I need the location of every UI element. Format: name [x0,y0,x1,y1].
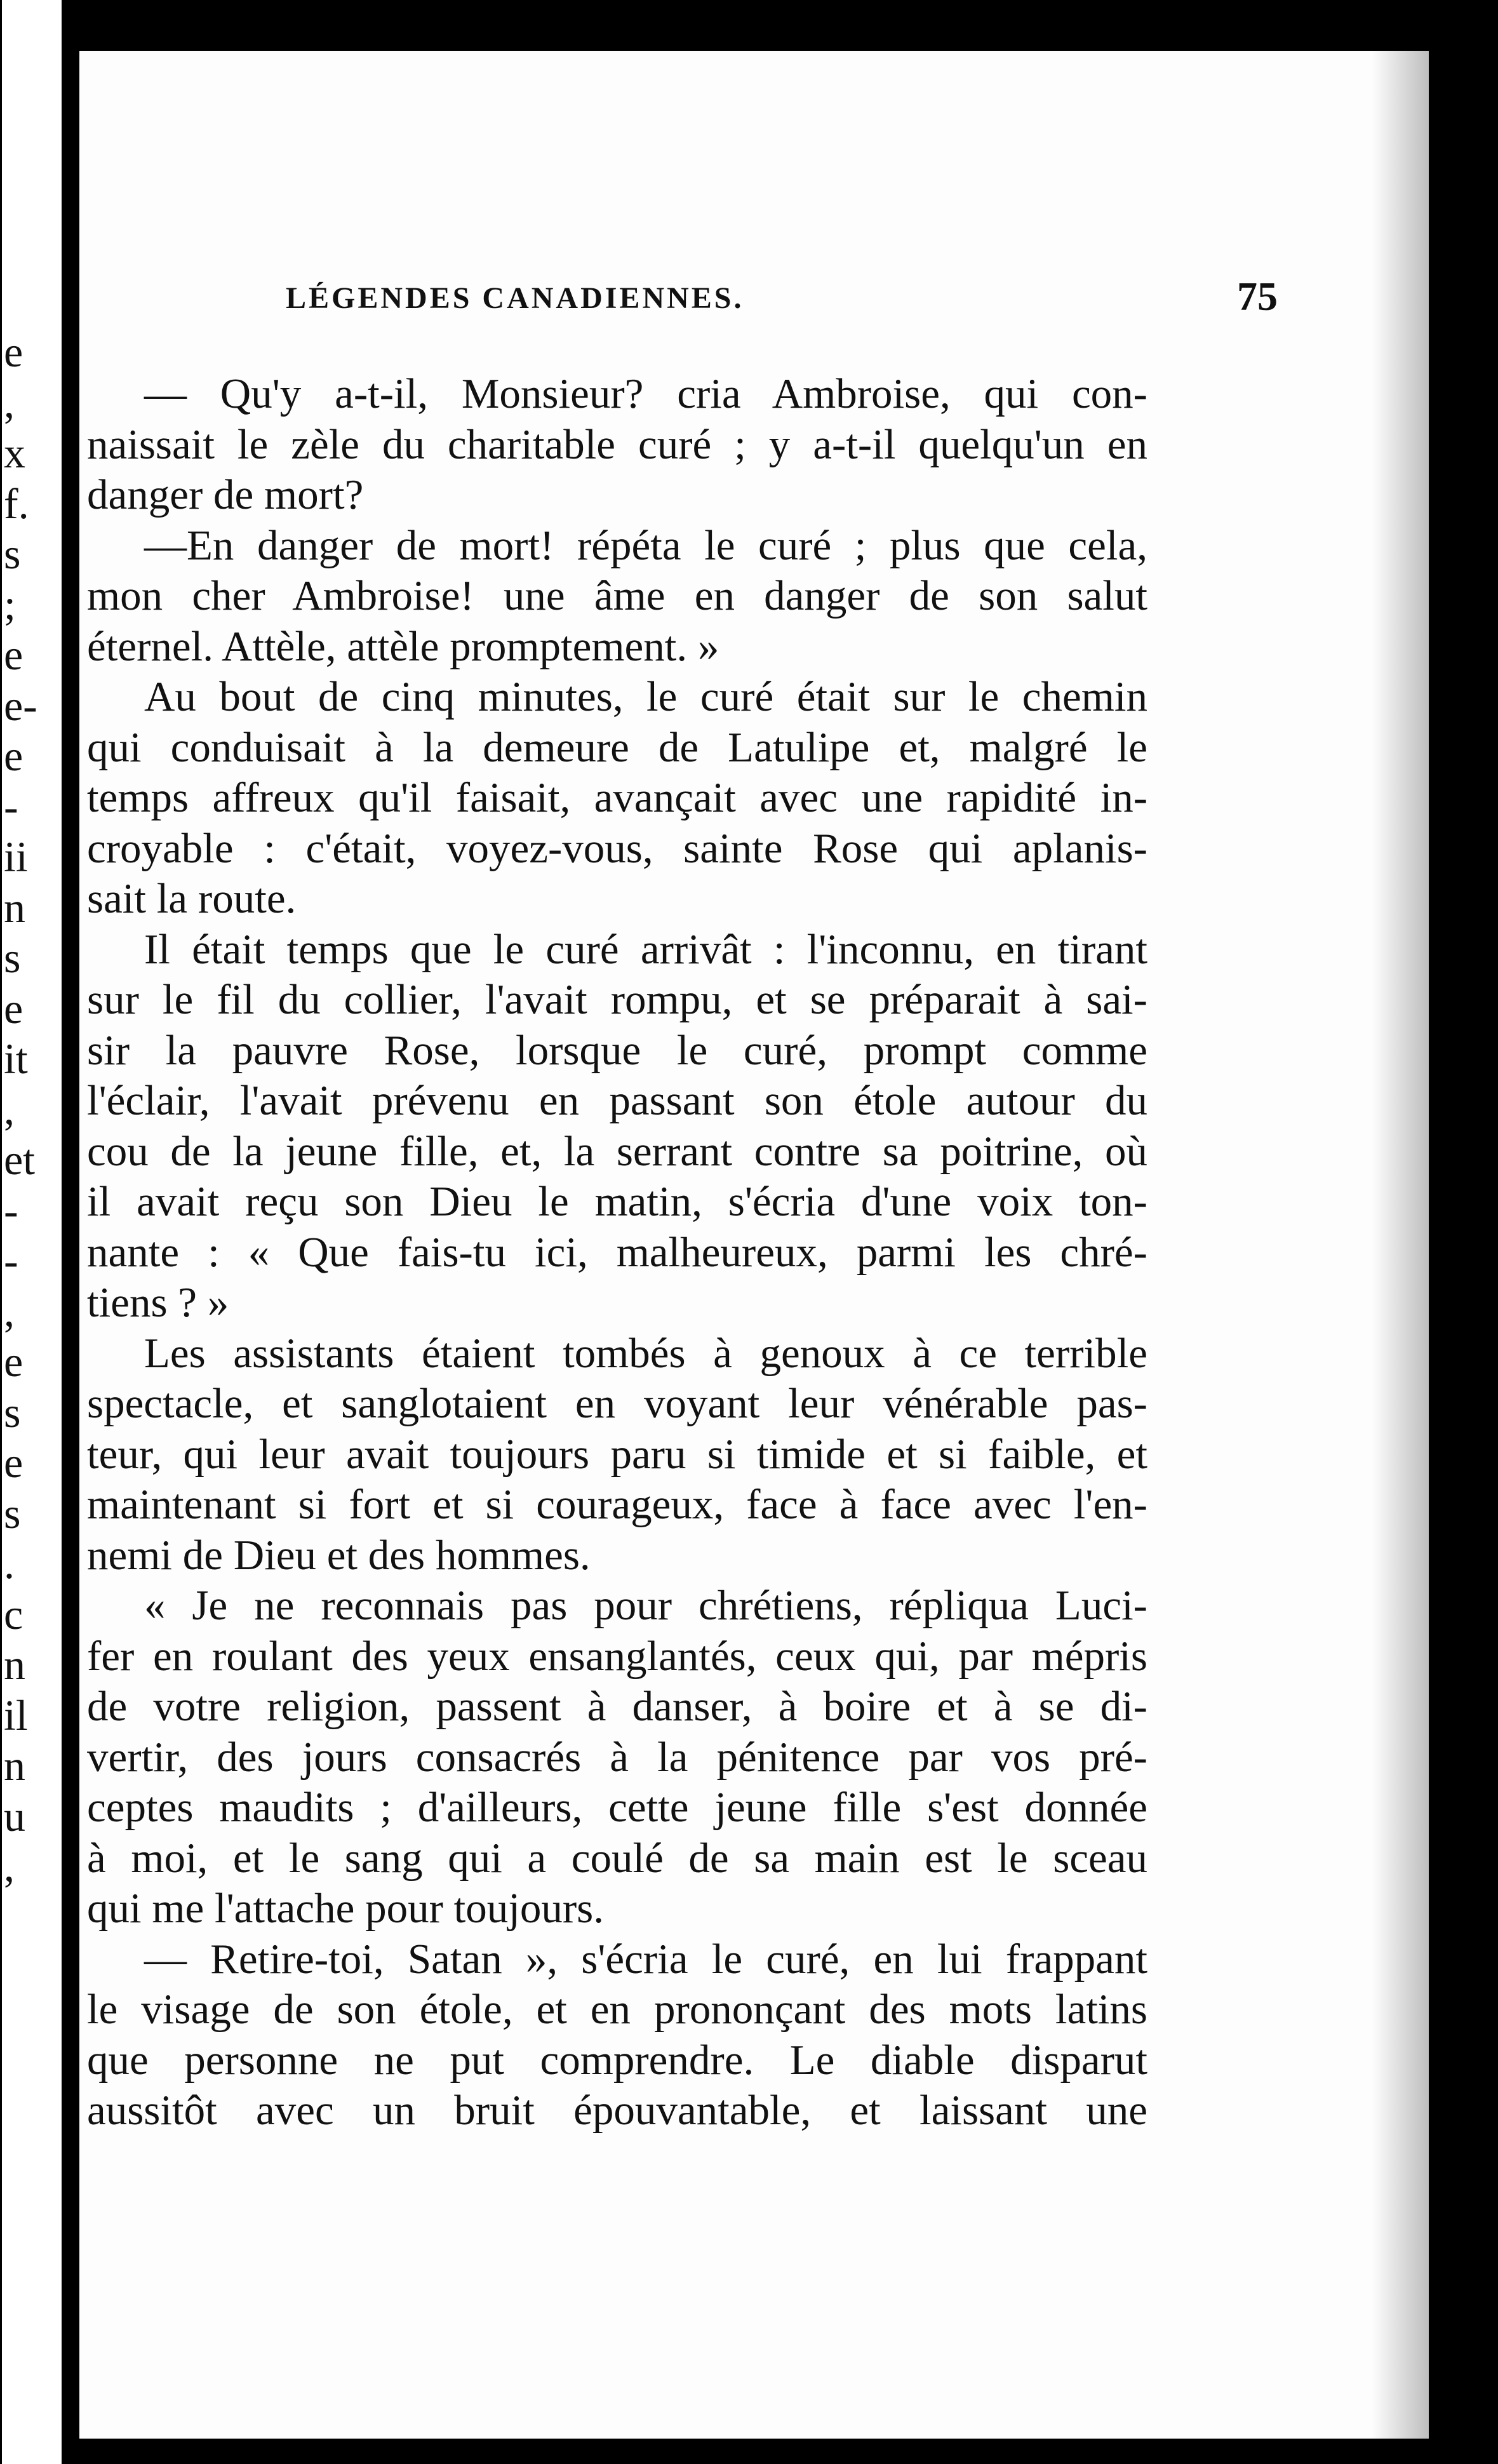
facing-page-glyph: e [4,328,23,376]
text-line: naissait le zèle du charitable curé ; y a-t-il quelqu'un en [87,420,1147,468]
page-shadow [1372,51,1429,2439]
text-line: fer en roulant des yeux ensanglantés, ceux qui, par mépris [87,1632,1147,1680]
facing-page-glyph: f. [4,479,29,528]
facing-page-glyph: ; [4,580,16,629]
facing-page-glyph: n [4,883,25,932]
facing-page-glyph: , [4,1287,15,1336]
facing-page-glyph: - [4,782,18,831]
text-line: — Retire-toi, Satan », s'écria le curé, en lui frappant [144,1935,1147,1983]
page-number: 75 [1237,274,1278,319]
facing-page-glyph: c [4,1590,23,1638]
running-head: LÉGENDES CANADIENNES. [286,281,744,315]
text-line: de votre religion, passent à danser, à boire et à se di- [87,1683,1147,1730]
text-line: nante : « Que fais-tu ici, malheureux, parmi les chré- [87,1228,1147,1276]
text-line: tiens ? » [87,1279,229,1326]
facing-page-glyph: n [4,1640,25,1689]
facing-page-glyph: e [4,984,23,1033]
facing-page-glyph: ii [4,833,28,881]
text-line: nemi de Dieu et des hommes. [87,1531,591,1579]
page-edge-left [0,0,2,2464]
facing-page-glyph: it [4,1034,28,1083]
text-line: ceptes maudits ; d'ailleurs, cette jeune fille s'est donnée [87,1784,1147,1831]
facing-page-glyph: e- [4,681,37,730]
text-line: danger de mort? [87,471,364,518]
text-line: à moi, et le sang qui a coulé de sa main est le sceau [87,1834,1147,1882]
text-line: « Je ne reconnais pas pour chrétiens, répliqua Luci- [144,1582,1147,1629]
facing-page-glyph: e [4,1438,23,1487]
facing-page-glyph: e [4,1337,23,1386]
facing-page-glyph: , [4,378,15,427]
text-line: maintenant si fort et si courageux, face à face avec l'en- [87,1481,1147,1528]
text-line: que personne ne put comprendre. Le diable disparut [87,2036,1147,2084]
text-line: il avait reçu son Dieu le matin, s'écria d'une voix ton- [87,1178,1147,1225]
text-line: qui me l'attache pour toujours. [87,1885,605,1932]
facing-page-glyph: . [4,1539,15,1588]
text-line: éternel. Attèle, attèle promptement. » [87,622,719,670]
facing-page-glyph: , [4,1842,15,1891]
facing-page-glyph: s [4,934,21,982]
text-line: Les assistants étaient tombés à genoux à ce terrible [144,1329,1147,1377]
text-line: croyable : c'était, voyez-vous, sainte Rose qui aplanis- [87,824,1147,872]
facing-page-glyph: e [4,732,23,780]
text-line: spectacle, et sanglotaient en voyant leur vénérable pas- [87,1380,1147,1427]
page-gutter [62,0,79,2464]
facing-page-glyph: u [4,1791,25,1840]
facing-page-glyph: x [4,429,25,477]
text-line: Au bout de cinq minutes, le curé était sur le chemin [144,673,1147,720]
facing-page-glyph: s [4,1489,21,1537]
text-line: —En danger de mort! répéta le curé ; plus que cela, [144,521,1147,569]
text-line: vertir, des jours consacrés à la pénitence par vos pré- [87,1733,1147,1781]
text-line: teur, qui leur avait toujours paru si timide et si faible, et [87,1430,1147,1478]
facing-page-glyph: , [4,1085,15,1134]
text-line: Il était temps que le curé arrivât : l'inconnu, en tirant [144,925,1147,973]
text-line: mon cher Ambroise! une âme en danger de son salut [87,572,1147,619]
facing-page-glyph: s [4,530,21,578]
facing-page-glyph: e [4,631,23,679]
text-line: aussitôt avec un bruit épouvantable, et laissant une [87,2087,1147,2134]
text-line: sait la route. [87,875,297,922]
text-line: l'éclair, l'avait prévenu en passant son étole autour du [87,1077,1147,1124]
book-page [79,51,1429,2439]
facing-page-glyph: - [4,1186,18,1235]
facing-page-glyph: et [4,1135,36,1184]
facing-page-glyph: il [4,1691,28,1739]
text-line: — Qu'y a-t-il, Monsieur? cria Ambroise, qui con- [144,370,1147,417]
facing-page-glyph: n [4,1741,25,1790]
text-line: temps affreux qu'il faisait, avançait avec une rapidité in- [87,774,1147,821]
text-line: le visage de son étole, et en prononçant des mots latins [87,1986,1147,2033]
facing-page-glyph: s [4,1388,21,1436]
text-line: sir la pauvre Rose, lorsque le curé, prompt comme [87,1026,1147,1074]
text-line: sur le fil du collier, l'avait rompu, et se préparait à sai- [87,976,1147,1023]
facing-page-glyph: - [4,1236,18,1285]
text-line: qui conduisait à la demeure de Latulipe et, malgré le [87,723,1147,771]
text-line: cou de la jeune fille, et, la serrant contre sa poitrine, où [87,1127,1147,1175]
